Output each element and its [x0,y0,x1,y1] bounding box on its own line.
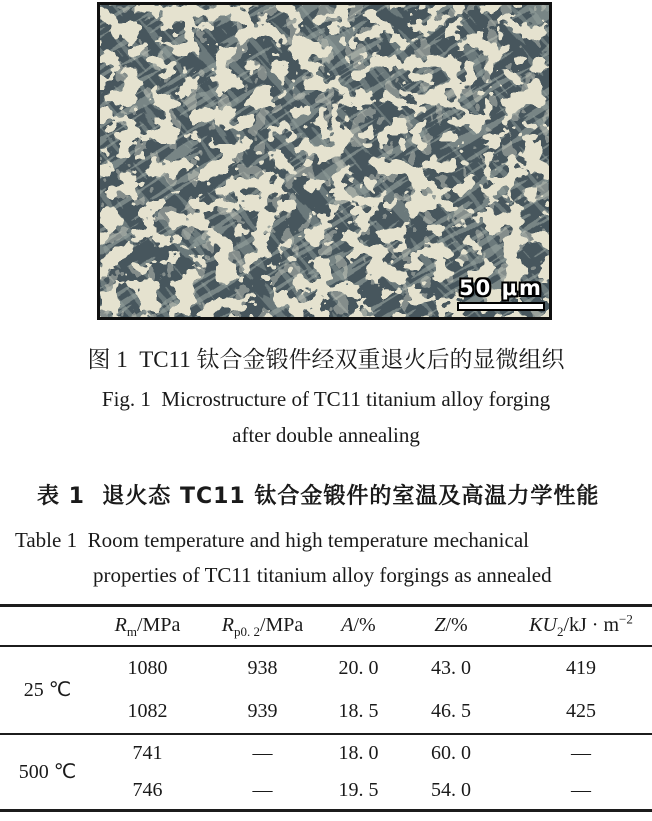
header-rm: $R_m$/MPa [114,614,181,640]
table-row [0,734,652,772]
table-cell: 46. 5 [431,699,471,722]
table-row [0,772,652,811]
row-label-500c: 500 ℃ [18,761,77,784]
micrograph-image [97,2,552,320]
table-cell: — [571,778,591,801]
header-a: A/% [341,614,376,637]
table-title-chinese: 表 1 退火态 TC11 钛合金锻件的室温及高温力学性能 [37,484,600,509]
table-cell: 20. 0 [338,656,379,679]
table-cell: 746 [132,778,163,801]
table-cell: — [252,778,273,801]
table-cell: 1080 [127,656,168,679]
table-title-english: Table 1 Room temperature and high temperature mechanical [15,528,529,552]
table-cell: 1082 [127,699,168,722]
figure-caption-chinese: 图 1 TC11 钛合金锻件经双重退火后的显微组织 [87,347,565,372]
table-cell: 18. 0 [338,741,379,764]
table-title-english-cont: properties of TC11 titanium alloy forgings as annealed [93,563,552,587]
row-label-25c: 25 ℃ [23,679,72,701]
table-cell: 419 [566,656,596,679]
table-cell: 18. 5 [338,699,379,722]
table-cell: 19. 5 [338,778,379,801]
table-cell: 43. 0 [431,656,471,679]
scale-bar [457,276,545,311]
scale-bar-label: 50 μm [459,276,543,300]
table-cell: — [252,741,273,764]
table-cell: 54. 0 [431,778,471,801]
table-cell: 939 [247,699,278,722]
table-cell: — [571,741,591,764]
header-empty [0,606,95,646]
figure-caption-english-cont: after double annealing [232,423,420,447]
header-z: Z/% [434,614,468,637]
header-rp02: $R_{p0. 2}$/MPa [221,614,304,640]
table-cell: 741 [132,741,163,764]
table-cell: 425 [566,699,596,722]
figure-caption-english: Fig. 1 Microstructure of TC11 titanium alloy forging [101,387,551,411]
mechanical-properties-table [0,604,652,812]
table-header-row [0,606,652,646]
header-ku2: $KU_2/kJ \cdot m^{-2}$ [529,611,633,640]
table-row [0,690,652,734]
table-cell: 60. 0 [431,741,471,764]
table-row [0,646,652,690]
micrograph-texture [100,5,549,317]
table-cell: 938 [247,656,278,679]
scale-bar-line [457,302,545,311]
